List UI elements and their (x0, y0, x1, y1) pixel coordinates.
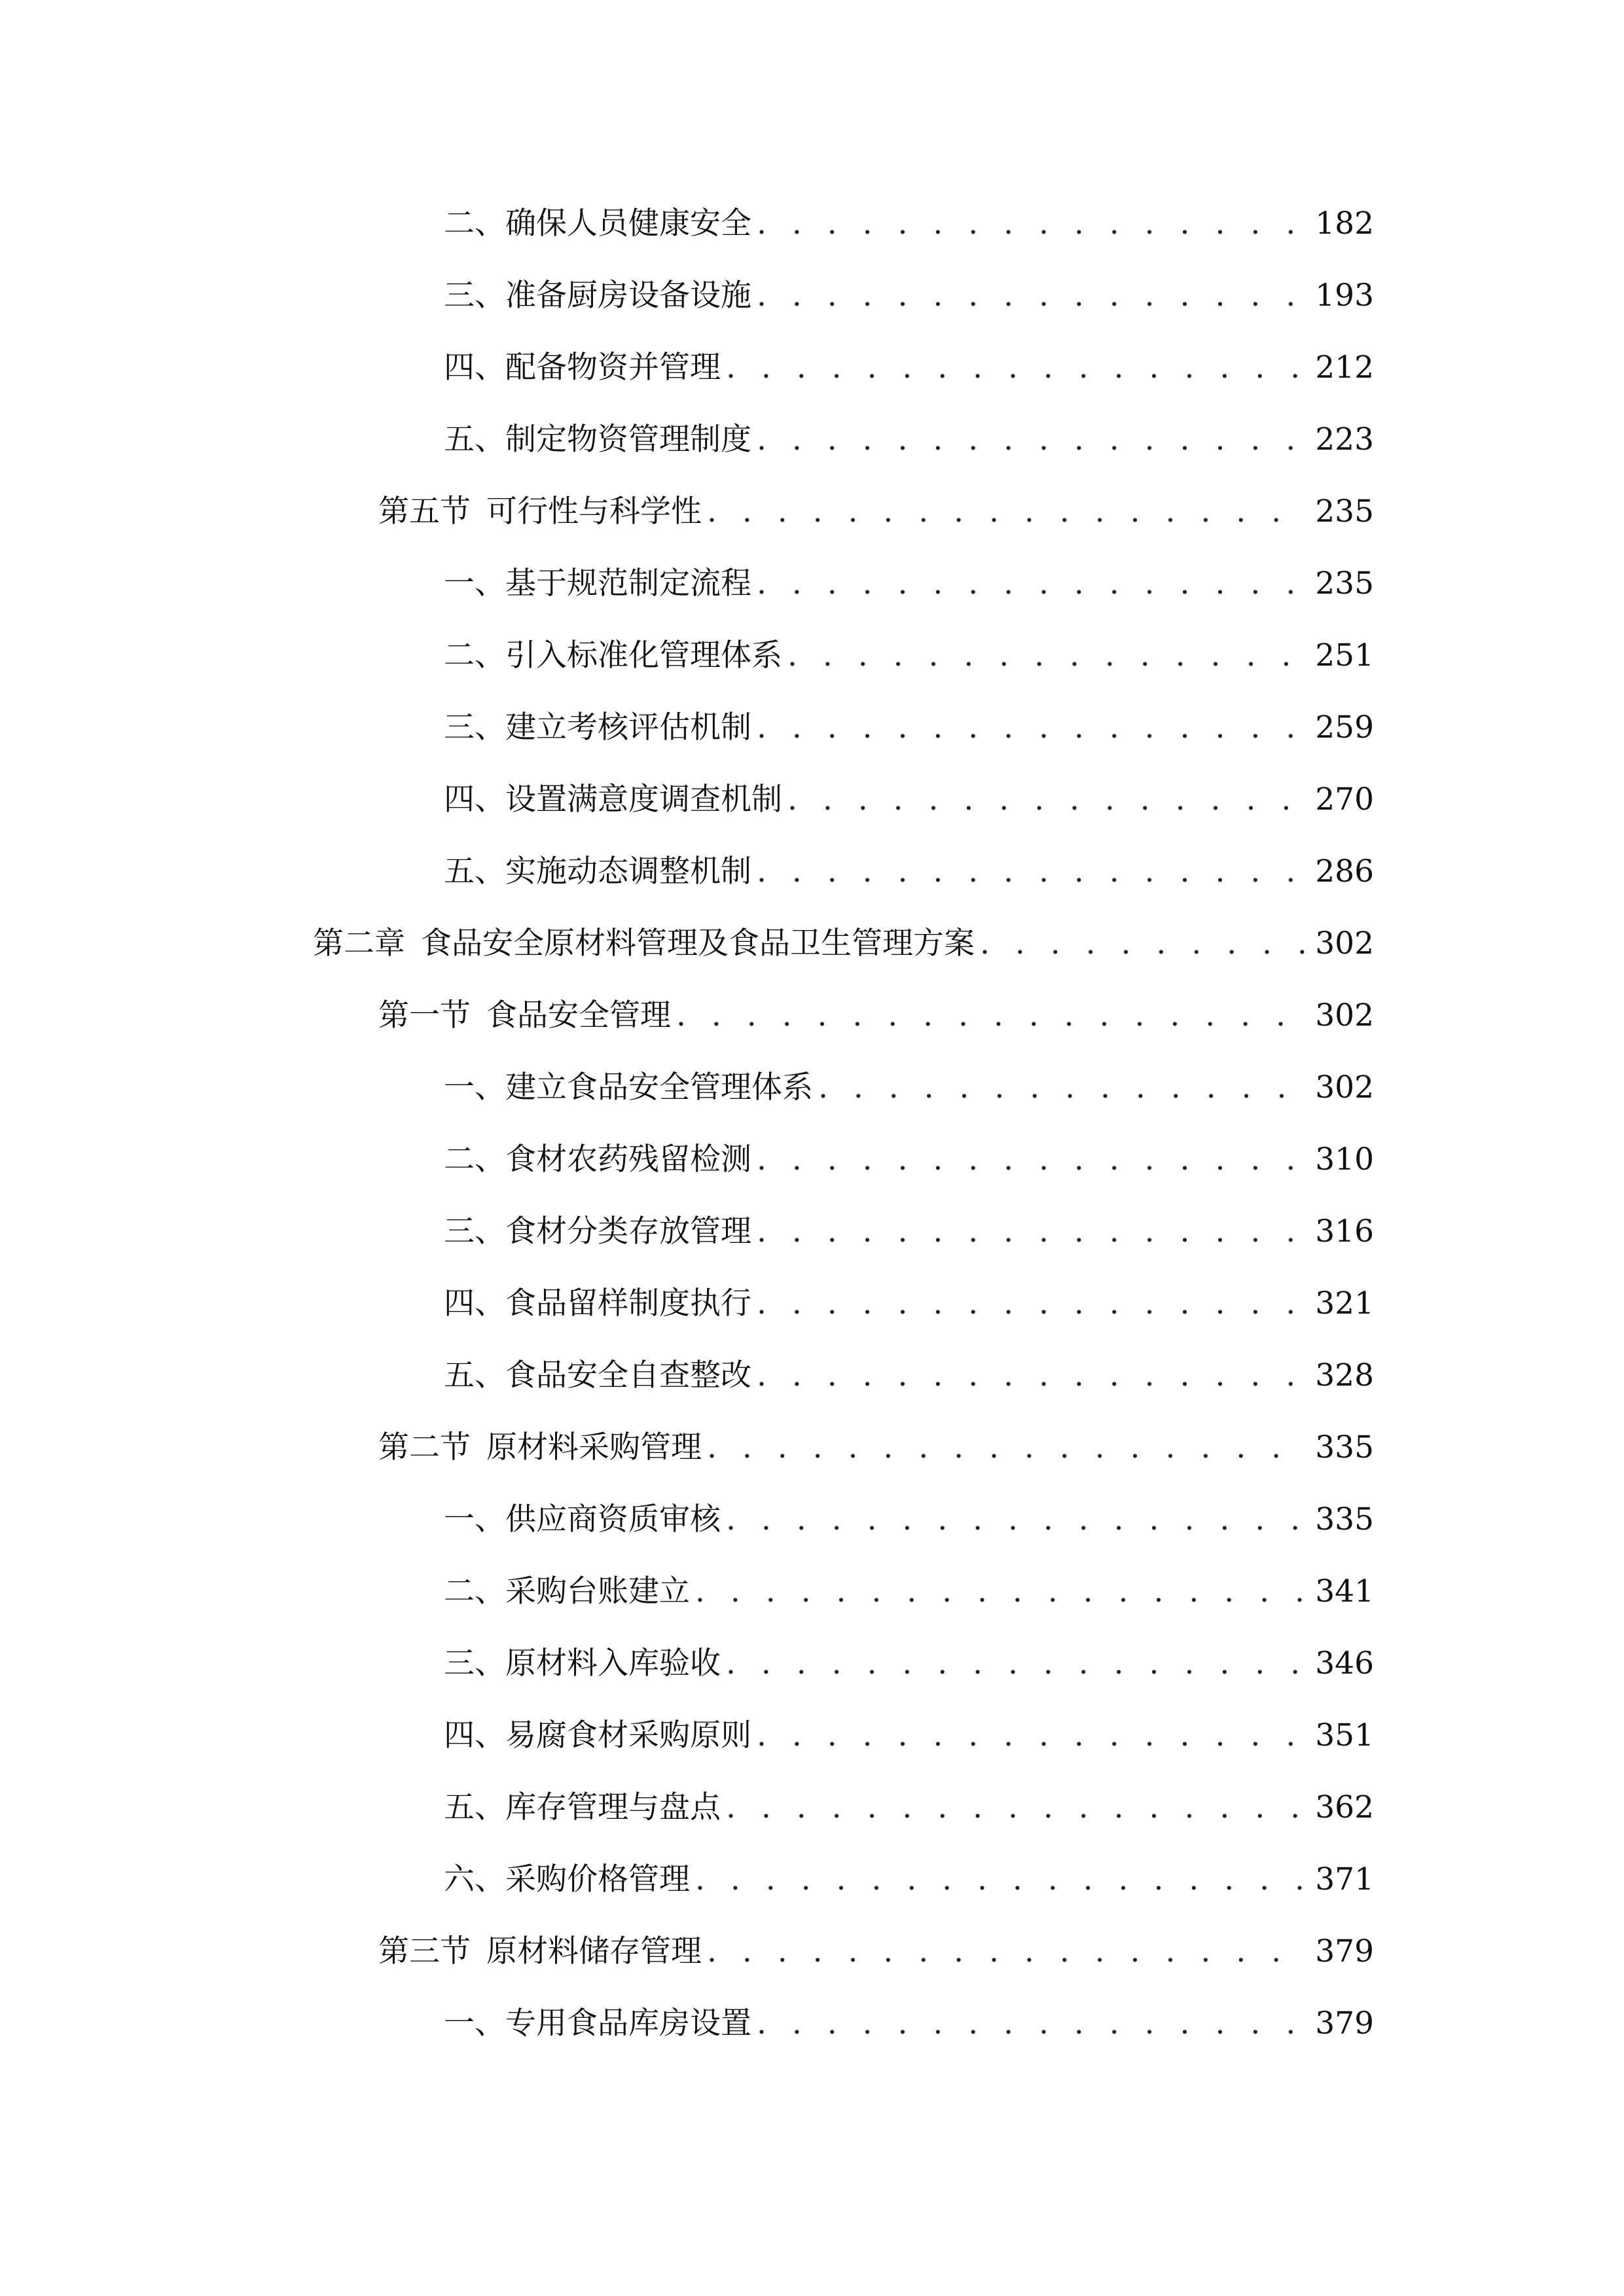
toc-dot-leader (757, 1281, 1308, 1327)
toc-entry-page-number: 251 (1315, 637, 1374, 673)
toc-entry-number: 二、 (444, 637, 505, 673)
toc-dot-leader (707, 1929, 1308, 1975)
toc-entry-page-number: 371 (1315, 1861, 1374, 1897)
toc-entry-title: 采购台账建立 (505, 1573, 690, 1609)
toc-entry-item[interactable] (0, 1857, 1624, 1929)
toc-entry-item[interactable] (0, 1209, 1624, 1281)
toc-entry-number: 五、 (444, 422, 505, 457)
toc-entry-item[interactable] (0, 1785, 1624, 1857)
toc-entry-item[interactable] (0, 201, 1624, 273)
toc-entry-title: 基于规范制定流程 (505, 565, 751, 601)
toc-entry-title: 采购价格管理 (505, 1861, 690, 1897)
toc-entry-number: 四、 (444, 350, 505, 386)
toc-entry-title: 建立食品安全管理体系 (505, 1069, 813, 1105)
toc-entry-page-number: 270 (1315, 781, 1374, 817)
toc-entry-title: 建立考核评估机制 (505, 709, 751, 745)
toc-entry-number: 一、 (444, 1069, 505, 1105)
toc-entry-number: 二、 (444, 206, 505, 242)
toc-dot-leader (726, 1497, 1308, 1543)
toc-entry-item[interactable] (0, 1353, 1624, 1425)
toc-entry-number: 五、 (444, 853, 505, 889)
toc-dot-leader (707, 489, 1308, 535)
toc-entry-number: 四、 (444, 781, 505, 817)
toc-entry-page-number: 212 (1315, 350, 1374, 386)
toc-dot-leader (980, 921, 1308, 967)
toc-entry-number: 第二节 (378, 1429, 471, 1465)
toc-dot-leader (757, 2001, 1308, 2047)
toc-entry-section[interactable] (0, 489, 1624, 561)
toc-entry-number: 二、 (444, 1141, 505, 1177)
toc-dot-leader (757, 1353, 1308, 1399)
toc-entry-page-number: 379 (1315, 2005, 1374, 2041)
toc-entry-title: 引入标准化管理体系 (505, 637, 782, 673)
toc-dot-leader (787, 777, 1308, 823)
toc-entry-item[interactable] (0, 1713, 1624, 1785)
toc-entry-title: 专用食品库房设置 (505, 2005, 751, 2041)
toc-entry-item[interactable] (0, 849, 1624, 921)
toc-entry-title: 食品留样制度执行 (505, 1285, 751, 1321)
toc-entry-item[interactable] (0, 1065, 1624, 1137)
toc-entry-page-number: 235 (1315, 493, 1374, 529)
toc-entry-page-number: 341 (1315, 1573, 1374, 1609)
toc-entry-page-number: 346 (1315, 1645, 1374, 1681)
toc-entry-page-number: 302 (1315, 997, 1374, 1033)
toc-entry-title: 原材料储存管理 (486, 1933, 702, 1969)
toc-entry-title: 制定物资管理制度 (505, 422, 751, 457)
toc-entry-page-number: 259 (1315, 709, 1374, 745)
toc-entry-item[interactable] (0, 345, 1624, 417)
toc-entry-number: 第二章 (313, 925, 405, 961)
toc-entry-title: 库存管理与盘点 (505, 1789, 721, 1825)
toc-entry-number: 一、 (444, 1501, 505, 1537)
table-of-contents (0, 201, 1624, 2073)
toc-dot-leader (695, 1857, 1308, 1903)
toc-entry-title: 可行性与科学性 (486, 493, 702, 529)
toc-entry-page-number: 321 (1315, 1285, 1374, 1321)
toc-dot-leader (757, 1209, 1308, 1255)
toc-entry-title: 设置满意度调查机制 (505, 781, 782, 817)
toc-entry-page-number: 379 (1315, 1933, 1374, 1969)
toc-entry-page-number: 286 (1315, 853, 1374, 889)
toc-entry-section[interactable] (0, 1929, 1624, 2001)
toc-entry-page-number: 302 (1315, 1069, 1374, 1105)
toc-entry-chapter[interactable] (0, 921, 1624, 993)
toc-entry-title: 供应商资质审核 (505, 1501, 721, 1537)
toc-dot-leader (695, 1569, 1308, 1615)
toc-entry-number: 第五节 (378, 493, 471, 529)
toc-entry-number: 五、 (444, 1357, 505, 1393)
toc-entry-section[interactable] (0, 1425, 1624, 1497)
toc-entry-number: 四、 (444, 1717, 505, 1753)
toc-entry-title: 实施动态调整机制 (505, 853, 751, 889)
toc-entry-number: 一、 (444, 565, 505, 601)
toc-entry-item[interactable] (0, 1497, 1624, 1569)
toc-entry-item[interactable] (0, 561, 1624, 633)
toc-entry-page-number: 223 (1315, 422, 1374, 457)
toc-dot-leader (757, 201, 1308, 247)
toc-entry-title: 食材农药残留检测 (505, 1141, 751, 1177)
toc-dot-leader (757, 1713, 1308, 1759)
toc-entry-title: 食材分类存放管理 (505, 1213, 751, 1249)
toc-dot-leader (676, 993, 1308, 1039)
toc-entry-page-number: 235 (1315, 565, 1374, 601)
toc-dot-leader (726, 1785, 1308, 1831)
toc-entry-title: 食品安全自查整改 (505, 1357, 751, 1393)
toc-entry-page-number: 193 (1315, 278, 1374, 314)
toc-dot-leader (757, 1137, 1308, 1183)
toc-dot-leader (818, 1065, 1308, 1111)
toc-entry-number: 第一节 (378, 997, 471, 1033)
toc-dot-leader (726, 345, 1308, 391)
toc-entry-number: 三、 (444, 1213, 505, 1249)
toc-entry-item[interactable] (0, 1137, 1624, 1209)
toc-entry-item[interactable] (0, 1641, 1624, 1713)
toc-entry-page-number: 316 (1315, 1213, 1374, 1249)
toc-entry-title: 食品安全原材料管理及食品卫生管理方案 (421, 925, 975, 961)
toc-entry-item[interactable] (0, 1569, 1624, 1641)
toc-entry-number: 三、 (444, 278, 505, 314)
toc-entry-page-number: 310 (1315, 1141, 1374, 1177)
toc-dot-leader (757, 705, 1308, 751)
toc-entry-page-number: 362 (1315, 1789, 1374, 1825)
toc-entry-section[interactable] (0, 993, 1624, 1065)
toc-entry-page-number: 351 (1315, 1717, 1374, 1753)
toc-entry-item[interactable] (0, 2001, 1624, 2073)
toc-entry-title: 准备厨房设备设施 (505, 278, 751, 314)
toc-entry-number: 四、 (444, 1285, 505, 1321)
toc-entry-number: 五、 (444, 1789, 505, 1825)
toc-entry-title: 原材料采购管理 (486, 1429, 702, 1465)
toc-entry-page-number: 328 (1315, 1357, 1374, 1393)
toc-entry-title: 确保人员健康安全 (505, 206, 751, 242)
toc-entry-page-number: 335 (1315, 1429, 1374, 1465)
toc-entry-page-number: 182 (1315, 206, 1374, 242)
toc-dot-leader (707, 1425, 1308, 1471)
toc-entry-number: 二、 (444, 1573, 505, 1609)
toc-entry-item[interactable] (0, 273, 1624, 345)
toc-entry-page-number: 335 (1315, 1501, 1374, 1537)
toc-entry-title: 易腐食材采购原则 (505, 1717, 751, 1753)
toc-entry-number: 第三节 (378, 1933, 471, 1969)
toc-entry-number: 三、 (444, 709, 505, 745)
toc-entry-number: 三、 (444, 1645, 505, 1681)
toc-entry-item[interactable] (0, 633, 1624, 705)
toc-entry-number: 一、 (444, 2005, 505, 2041)
toc-entry-title: 原材料入库验收 (505, 1645, 721, 1681)
toc-entry-item[interactable] (0, 1281, 1624, 1353)
toc-dot-leader (787, 633, 1308, 679)
toc-dot-leader (757, 849, 1308, 895)
toc-entry-title: 配备物资并管理 (505, 350, 721, 386)
toc-entry-item[interactable] (0, 777, 1624, 849)
toc-entry-title: 食品安全管理 (486, 997, 671, 1033)
toc-dot-leader (757, 417, 1308, 463)
toc-entry-page-number: 302 (1315, 925, 1374, 961)
toc-entry-item[interactable] (0, 417, 1624, 489)
toc-entry-item[interactable] (0, 705, 1624, 777)
toc-dot-leader (757, 273, 1308, 319)
toc-dot-leader (757, 561, 1308, 607)
toc-dot-leader (726, 1641, 1308, 1687)
toc-entry-number: 六、 (444, 1861, 505, 1897)
